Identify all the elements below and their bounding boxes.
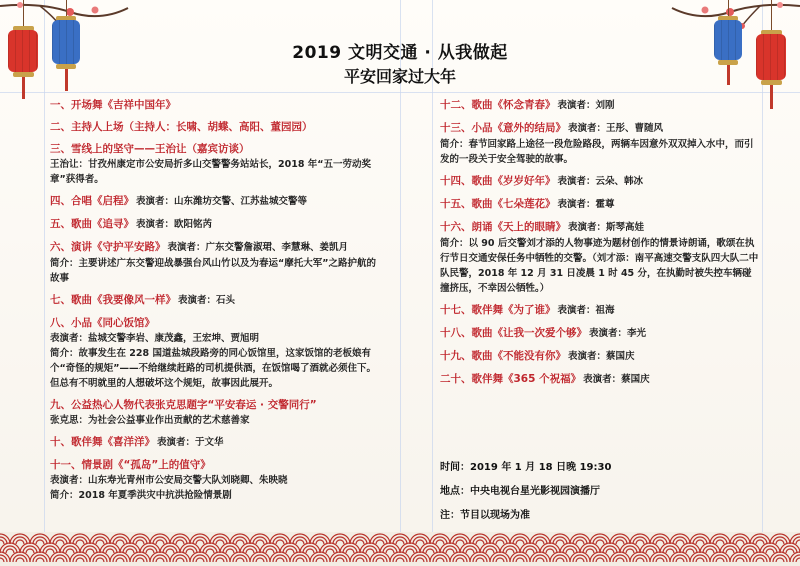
program-item-name: 七、歌曲《我要像风一样》 <box>50 294 176 306</box>
performer-name: 蔡国庆 <box>606 351 635 362</box>
program-item-title <box>50 141 380 157</box>
program-item <box>50 292 380 309</box>
program-item-note: 简介：主要讲述广东交警迎战暴强台风山竹以及为春运“摩托大军”之路护航的故事 <box>50 258 376 284</box>
program-item-title <box>440 348 760 365</box>
performer-label: 表演者： <box>136 196 175 207</box>
program-item-note: 简介：故事发生在 228 国道盐城段路旁的同心饭馆里，这家饭馆的老板娘有个“奇怪的规矩”——不给继续赶路的司机提供酒，在饭馆喝了酒就必须住下。但总有不明就里的人想破坏这个规矩，故事因此展开。 <box>50 348 376 389</box>
performer-name: 王彤、曹随风 <box>606 123 664 134</box>
performer-name: 山东潍坊交警、江苏盐城交警等 <box>174 196 308 207</box>
program-item-note: 王治让：甘孜州康定市公安局折多山交警警务站站长，2018 年“五一劳动奖章”获得者。 <box>50 159 371 185</box>
program-item-note: 张克思：为社会公益事业作出贡献的艺术慈善家 <box>50 415 250 426</box>
program-item <box>440 120 760 167</box>
program-item <box>50 397 380 428</box>
program-item-title <box>50 193 380 210</box>
performer-name: 斯琴高娃 <box>606 222 645 233</box>
program-item-name: 一、开场舞《吉祥中国年》 <box>50 99 176 111</box>
performer-name: 于文华 <box>195 437 224 448</box>
program-item-name: 十七、歌伴舞《为了谁》 <box>440 304 556 316</box>
program-item-name: 十八、歌曲《让我一次爱个够》 <box>440 327 587 339</box>
page-title: 2019 文明交通 · 从我做起 <box>292 43 508 63</box>
program-item-title <box>440 325 760 342</box>
program-item <box>440 97 760 114</box>
program-item <box>50 457 380 503</box>
performer-label: 表演者： <box>557 305 596 316</box>
performer-label: 表演者： <box>583 374 622 385</box>
program-item-title <box>50 119 380 135</box>
program-item-name: 十三、小品《意外的结局》 <box>440 122 566 134</box>
program-item-name: 十六、朗诵《天上的眼睛》 <box>440 221 566 233</box>
program-item <box>440 371 760 388</box>
program-item <box>440 173 760 190</box>
performer-name: 刘刚 <box>595 100 615 111</box>
program-item-name: 六、演讲《守护平安路》 <box>50 241 166 253</box>
wave-pattern-border <box>0 532 800 566</box>
program-item-title <box>50 239 380 256</box>
performer-label: 表演者： <box>568 123 607 134</box>
performer-label: 表演者： <box>557 100 596 111</box>
performer-label: 表演者： <box>589 328 628 339</box>
program-item <box>50 239 380 286</box>
program-item-title <box>50 97 380 113</box>
program-item <box>440 348 760 365</box>
schedule-block <box>440 456 760 528</box>
program-item-name: 十二、歌曲《怀念青春》 <box>440 99 556 111</box>
program-item-note: 表演者：盐城交警李岩、康茂鑫，王宏坤、贾旭明 <box>50 333 260 344</box>
performer-label: 表演者： <box>557 176 596 187</box>
performer-name: 广东交警詹淑珺、李慧琳、姜凯月 <box>205 242 349 253</box>
program-item-name: 三、雪线上的坚守——王治让（嘉宾访谈） <box>50 143 250 155</box>
program-item-name: 二、主持人上场（主持人：长啸、胡蝶、高阳、董园园） <box>50 121 313 133</box>
program-item-name: 八、小品《同心饭馆》 <box>50 317 155 329</box>
program-item-note: 表演者：山东寿光青州市公安局交警大队刘晓卿、朱映晓 <box>50 475 288 486</box>
performer-name: 祖海 <box>595 305 615 316</box>
performer-label: 表演者： <box>136 219 175 230</box>
program-item-title <box>440 97 760 114</box>
program-item-title <box>50 397 380 413</box>
performer-label: 表演者： <box>568 351 607 362</box>
guide-line <box>0 92 800 93</box>
program-item-name: 五、歌曲《追寻》 <box>50 218 134 230</box>
program-item-name: 四、合唱《启程》 <box>50 195 134 207</box>
program-item-name: 十五、歌曲《七朵莲花》 <box>440 198 556 210</box>
performer-name: 欧阳铭芮 <box>174 219 213 230</box>
program-item-title <box>50 216 380 233</box>
program-item-name: 二十、歌伴舞《365 个祝福》 <box>440 373 582 385</box>
program-item <box>50 315 380 391</box>
program-item-title <box>440 371 760 388</box>
schedule-place: 地点：中央电视台星光影视园演播厅 <box>440 486 600 497</box>
performer-name: 石头 <box>216 295 236 306</box>
program-item-name: 九、公益热心人物代表张克思题字“平安春运 · 交警同行” <box>50 399 317 411</box>
performer-name: 蔡国庆 <box>621 374 650 385</box>
program-list-left <box>50 97 380 509</box>
performer-name: 李光 <box>627 328 647 339</box>
page-subtitle: 平安回家过大年 <box>343 67 456 86</box>
performer-label: 表演者： <box>557 199 596 210</box>
program-item-note: 简介：2018 年夏季洪灾中抗洪抢险情景剧 <box>50 490 232 501</box>
program-item <box>440 196 760 213</box>
performer-label: 表演者： <box>167 242 206 253</box>
program-item-title <box>50 315 380 331</box>
program-item <box>440 325 760 342</box>
program-item-name: 十、歌伴舞《喜洋洋》 <box>50 436 155 448</box>
program-item-title <box>440 302 760 319</box>
program-item <box>50 119 380 135</box>
program-item <box>50 216 380 233</box>
program-item-note: 简介：春节回家路上途径一段危险路段，两辆车因意外双双掉入水中，而引发的一段关于安全驾驶的故事。 <box>440 139 754 165</box>
program-item-title <box>50 292 380 309</box>
program-item-name: 十一、情景剧《“孤岛”上的值守》 <box>50 459 211 471</box>
program-item-title <box>440 120 760 137</box>
program-item-name: 十九、歌曲《不能没有你》 <box>440 350 566 362</box>
program-item-title <box>440 196 760 213</box>
program-item <box>50 434 380 451</box>
program-item-title <box>440 219 760 236</box>
program-item <box>440 219 760 296</box>
program-list-right <box>440 97 760 394</box>
program-item <box>50 97 380 113</box>
program-item <box>50 141 380 187</box>
program-item-title <box>50 434 380 451</box>
performer-name: 霍尊 <box>595 199 615 210</box>
performer-label: 表演者： <box>568 222 607 233</box>
program-item <box>440 302 760 319</box>
program-item-name: 十四、歌曲《岁岁好年》 <box>440 175 556 187</box>
schedule-time: 时间：2019 年 1 月 18 日晚 19:30 <box>440 462 612 473</box>
performer-name: 云朵、韩冰 <box>595 176 644 187</box>
program-item <box>50 193 380 210</box>
program-item-note: 简介：以 90 后交警刘才添的人物事迹为题材创作的情景诗朗诵，歌颂在执行节日交通安保任务中牺牲的交警。（刘才添：南平高速交警支队四大队二中队民警，2018 年 12 月 31 日凌晨 1 时 45 分，在执勤时被失控车辆碰撞挤压，不幸因公牺牲。） <box>440 238 759 294</box>
performer-label: 表演者： <box>157 437 196 448</box>
program-item-title <box>440 173 760 190</box>
performer-label: 表演者： <box>178 295 217 306</box>
program-item-title <box>50 457 380 473</box>
schedule-note: 注：节目以现场为准 <box>440 510 530 521</box>
